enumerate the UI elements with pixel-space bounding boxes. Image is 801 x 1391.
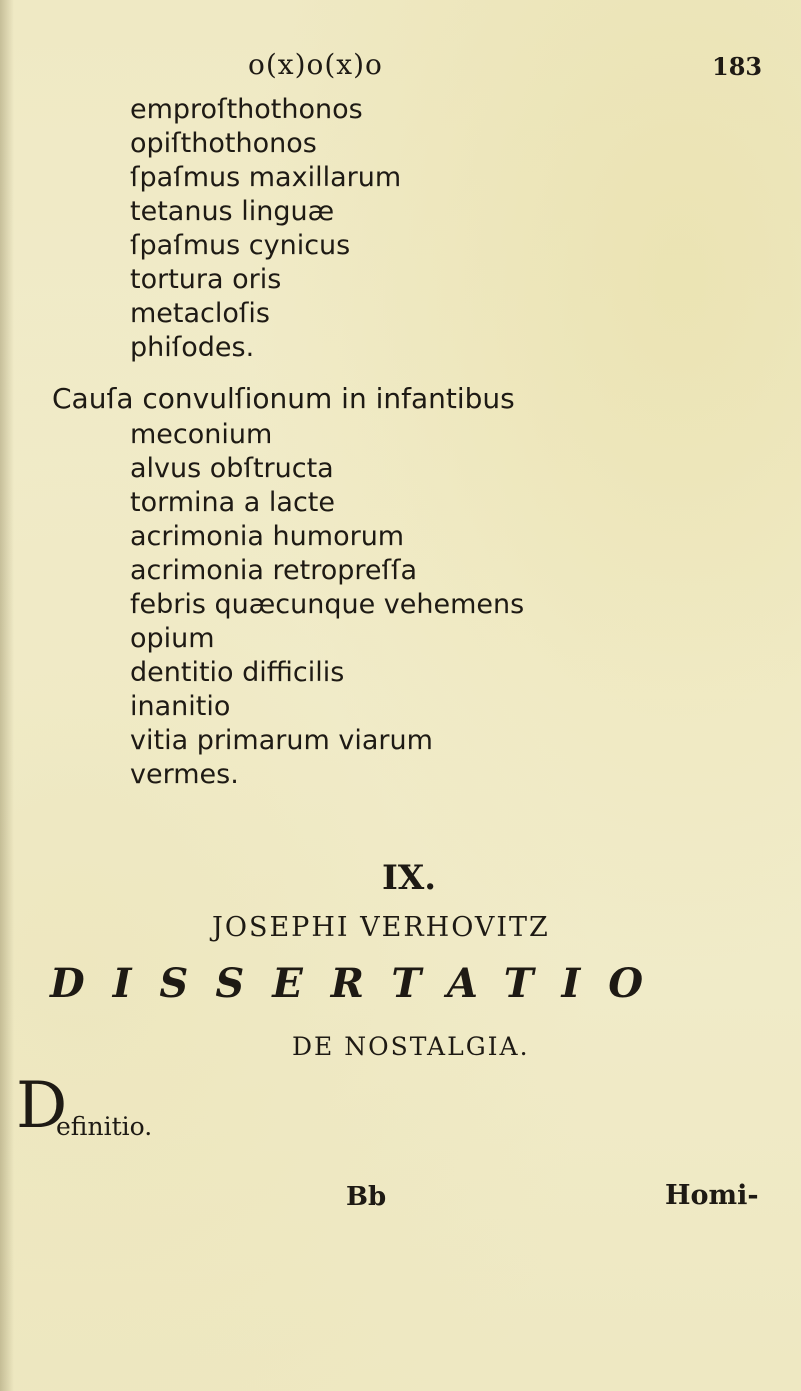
list-item: ſpaſmus maxillarum (130, 162, 402, 193)
causes-heading: Cauſa convulſionum in infantibus (52, 382, 515, 415)
list-item: acrimonia humorum (130, 521, 405, 552)
section-subject: DE NOSTALGIA. (292, 1032, 530, 1061)
list-item: metacloſis (130, 298, 270, 329)
list-item: tortura oris (130, 264, 282, 295)
list-item: meconium (130, 419, 273, 450)
list-item: tetanus linguæ (130, 196, 335, 227)
list-item: vitia primarum viarum (130, 725, 433, 756)
header-ornament: o(x)o(x)o (248, 48, 383, 81)
list-item: tormina a lacte (130, 487, 335, 518)
drop-initial: D (16, 1069, 68, 1143)
section-title: DISSERTATIO (50, 960, 672, 1007)
list-item: phiſodes. (130, 332, 255, 363)
list-item: emproſthothonos (130, 94, 363, 125)
list-item: inanitio (130, 691, 231, 722)
page-number: 183 (712, 52, 763, 81)
catchword: Homi- (665, 1180, 759, 1211)
author-name: JOSEPHI VERHOVITZ (212, 912, 550, 943)
list-item: vermes. (130, 759, 239, 790)
definition-start: efinitio. (56, 1112, 153, 1141)
list-item: ſpaſmus cynicus (130, 230, 351, 261)
list-item: opiſthothonos (130, 128, 317, 159)
list-item: febris quæcunque vehemens (130, 589, 525, 620)
list-item: acrimonia retropreſſa (130, 555, 418, 586)
page-edge-shadow (0, 0, 14, 1391)
list-item: alvus obſtructa (130, 453, 334, 484)
list-item: opium (130, 623, 215, 654)
section-numeral: IX. (382, 858, 437, 898)
list-item: dentitio difficilis (130, 657, 345, 688)
signature-mark: Bb (346, 1182, 387, 1212)
